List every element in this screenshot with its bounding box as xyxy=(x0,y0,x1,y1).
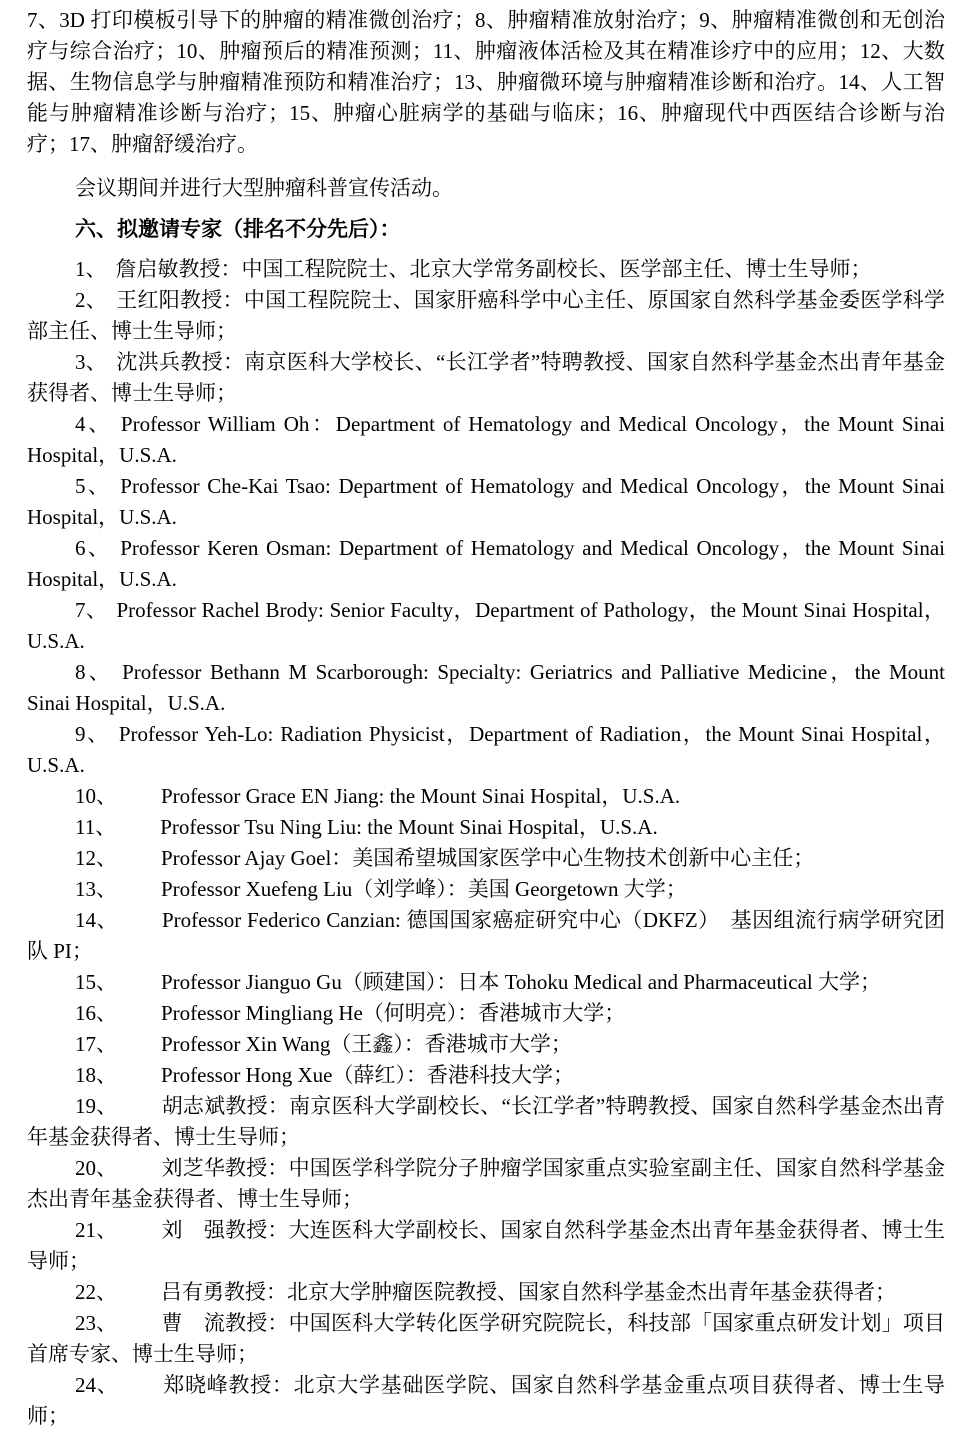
expert-description: Professor William Oh：Department of Hematology and Medical Oncology，the Mount Sinai Hospital，U.S.A. xyxy=(27,412,946,467)
expert-description: Professor Yeh-Lo: Radiation Physicist，Department of Radiation，the Mount Sinai Hospital，U.S.A. xyxy=(27,722,945,777)
expert-number: 22、 xyxy=(75,1280,117,1304)
expert-number: 14、 xyxy=(75,908,118,932)
expert-number: 4、 xyxy=(75,412,112,436)
expert-number: 5、 xyxy=(75,474,112,498)
expert-number: 19、 xyxy=(75,1094,118,1118)
expert-list-item xyxy=(27,409,945,471)
expert-list-item xyxy=(27,781,945,812)
expert-list-item xyxy=(27,967,945,998)
expert-list-item xyxy=(27,533,945,595)
expert-list-item xyxy=(27,843,945,874)
expert-number: 7、 xyxy=(75,598,108,622)
expert-number: 20、 xyxy=(75,1156,118,1180)
expert-number: 10、 xyxy=(75,784,117,808)
expert-list-item xyxy=(27,998,945,1029)
topics-continuation-paragraph: 7、3D 打印模板引导下的肿瘤的精准微创治疗；8、肿瘤精准放射治疗；9、肿瘤精准微创和无创治疗与综合治疗；10、肿瘤预后的精准预测；11、肿瘤液体活检及其在精准诊疗中的应用；12、大数据、生物信息学与肿瘤精准预防和精准治疗；13、肿瘤微环境与肿瘤精准诊断和治疗。14、人工智能与肿瘤精准诊断与治疗；15、肿瘤心脏病学的基础与临床；16、肿瘤现代中西医结合诊断与治疗；17、肿瘤舒缓治疗。 xyxy=(27,8,945,156)
expert-description: Professor Che-Kai Tsao: Department of Hematology and Medical Oncology，the Mount Sinai Hospital，U.S.A. xyxy=(27,474,946,529)
expert-list-item xyxy=(27,595,945,657)
expert-list-item xyxy=(27,254,945,285)
expert-list-item xyxy=(27,1060,945,1091)
expert-description: Professor Rachel Brody: Senior Faculty，Department of Pathology，the Mount Sinai Hospital，U.S.A. xyxy=(27,598,946,653)
expert-list-item xyxy=(27,1308,945,1370)
expert-list-item xyxy=(27,1277,945,1308)
expert-number: 13、 xyxy=(75,877,117,901)
expert-list-item xyxy=(27,1153,945,1215)
expert-number: 1、 xyxy=(75,257,107,281)
expert-description: Professor Keren Osman: Department of Hematology and Medical Oncology，the Mount Sinai Hospital，U.S.A. xyxy=(27,536,945,591)
expert-list-item xyxy=(27,874,945,905)
expert-description: 刘 强教授：大连医科大学副校长、国家自然科学基金杰出青年基金获得者、博士生导师； xyxy=(27,1218,945,1273)
expert-description: 吕有勇教授：北京大学肿瘤医院教授、国家自然科学基金杰出青年基金获得者； xyxy=(161,1280,896,1304)
expert-description: Professor Hong Xue（薛红）：香港科技大学； xyxy=(161,1063,574,1087)
expert-number: 8、 xyxy=(75,660,114,684)
expert-number: 2、 xyxy=(75,288,108,312)
section-heading-invited-experts: 六、拟邀请专家（排名不分先后）： xyxy=(75,217,401,241)
expert-description: Professor Bethann M Scarborough: Specialty: Geriatrics and Palliative Medicine，the Mount Sinai Hospital，U.S.A. xyxy=(27,660,945,715)
expert-description: Professor Xin Wang（王鑫）：香港城市大学； xyxy=(161,1032,572,1056)
expert-number: 12、 xyxy=(75,846,117,870)
expert-description: 沈洪兵教授：南京医科大学校长、“长江学者”特聘教授、国家自然科学基金杰出青年基金获得者、博士生导师； xyxy=(27,350,946,405)
expert-description: Professor Federico Canzian: 德国国家癌症研究中心（DKFZ） 基因组流行病学研究团队 PI； xyxy=(27,908,945,963)
expert-list-item xyxy=(27,1091,945,1153)
expert-list-item xyxy=(27,1215,945,1277)
expert-description: 郑晓峰教授：北京大学基础医学院、国家自然科学基金重点项目获得者、博士生导师； xyxy=(27,1373,946,1428)
expert-number: 15、 xyxy=(75,970,117,994)
expert-list-item xyxy=(27,657,945,719)
expert-description: Professor Grace EN Jiang: the Mount Sinai Hospital，U.S.A. xyxy=(161,784,681,808)
expert-description: 王红阳教授：中国工程院院士、国家肝癌科学中心主任、原国家自然科学基金委医学科学部主任、博士生导师； xyxy=(27,288,945,343)
expert-list-item xyxy=(27,1029,945,1060)
expert-list-item xyxy=(27,471,945,533)
expert-description: 詹启敏教授：中国工程院院士、北京大学常务副校长、医学部主任、博士生导师； xyxy=(115,257,872,281)
expert-list-item xyxy=(27,719,945,781)
expert-description: 刘芝华教授：中国医学科学院分子肿瘤学国家重点实验室副主任、国家自然科学基金杰出青年基金获得者、博士生导师； xyxy=(27,1156,945,1211)
expert-description: 曹 流教授：中国医科大学转化医学研究院院长，科技部「国家重点研发计划」项目首席专家、博士生导师； xyxy=(27,1311,945,1366)
expert-list-item xyxy=(27,285,945,347)
expert-number: 16、 xyxy=(75,1001,117,1025)
expert-description: 胡志斌教授：南京医科大学副校长、“长江学者”特聘教授、国家自然科学基金杰出青年基金获得者、博士生导师； xyxy=(27,1094,945,1149)
expert-description: Professor Xuefeng Liu（刘学峰）：美国 Georgetown 大学； xyxy=(161,877,687,901)
expert-number: 6、 xyxy=(75,536,112,560)
expert-description: Professor Tsu Ning Liu: the Mount Sinai Hospital，U.S.A. xyxy=(160,815,658,839)
expert-number: 9、 xyxy=(75,722,110,746)
expert-description: Professor Ajay Goel：美国希望城国家医学中心生物技术创新中心主任； xyxy=(161,846,815,870)
expert-list-item xyxy=(27,905,945,967)
expert-list-item xyxy=(27,1370,945,1432)
expert-number: 11、 xyxy=(75,815,117,839)
expert-number: 21、 xyxy=(75,1218,118,1242)
expert-list-item xyxy=(27,812,945,843)
expert-list-item xyxy=(27,347,945,409)
expert-number: 17、 xyxy=(75,1032,117,1056)
outreach-note: 会议期间并进行大型肿瘤科普宣传活动。 xyxy=(75,176,453,200)
invited-experts-list xyxy=(27,254,945,1432)
expert-number: 3、 xyxy=(75,350,108,374)
expert-number: 23、 xyxy=(75,1311,118,1335)
expert-description: Professor Mingliang He（何明亮）：香港城市大学； xyxy=(161,1001,626,1025)
expert-description: Professor Jianguo Gu（顾建国）：日本 Tohoku Medical and Pharmaceutical 大学； xyxy=(161,970,881,994)
expert-number: 18、 xyxy=(75,1063,117,1087)
expert-number: 24、 xyxy=(75,1373,119,1397)
